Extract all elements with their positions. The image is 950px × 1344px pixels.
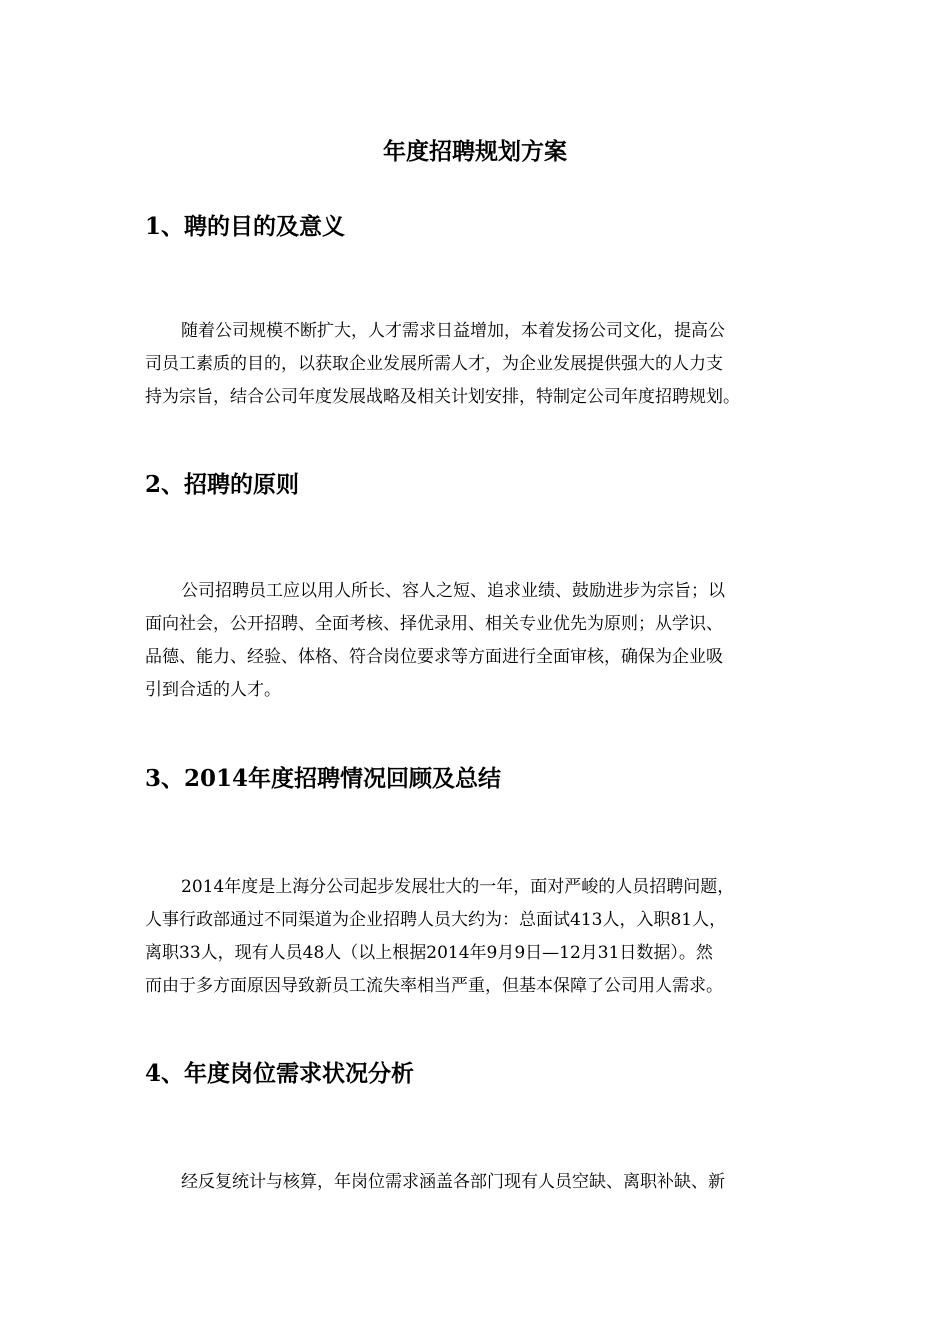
paragraph-line: 公司招聘员工应以用人所长、容人之短、追求业绩、鼓励进步为宗旨；以 [181,581,725,601]
paragraph-line: 面向社会，公开招聘、全面考核、择优录用、相关专业优先为原则；从学识、 [145,614,723,634]
section-heading-principles: 2、招聘的原则 [145,471,300,498]
section-heading-purpose: 1、聘的目的及意义 [145,213,346,240]
paragraph-line: 人事行政部通过不同渠道为企业招聘人员大约为：总面试413人，入职81人， [145,910,727,930]
section-heading-demand-analysis: 4、年度岗位需求状况分析 [145,1060,415,1087]
paragraph-line: 而由于多方面原因导致新员工流失率相当严重，但基本保障了公司用人需求。 [145,976,723,996]
paragraph-line: 引到合适的人才。 [145,680,281,700]
section-heading-review: 3、2014年度招聘情况回顾及总结 [145,765,502,792]
section-paragraph-principles [145,575,810,707]
section-paragraph-demand-analysis [145,1166,810,1199]
paragraph-line: 经反复统计与核算，年岗位需求涵盖各部门现有人员空缺、离职补缺、新 [181,1172,725,1192]
paragraph-line: 2014年度是上海分公司起步发展壮大的一年，面对严峻的人员招聘问题， [181,877,735,897]
section-paragraph-purpose [145,315,810,414]
paragraph-line: 离职33人，现有人员48人（以上根据2014年9月9日—12月31日数据）。然 [145,943,713,963]
section-paragraph-review [145,871,810,1003]
paragraph-line: 司员工素质的目的，以获取企业发展所需人才，为企业发展提供强大的人力支 [145,354,723,374]
paragraph-line: 持为宗旨，结合公司年度发展战略及相关计划安排，特制定公司年度招聘规划。 [145,387,740,407]
paragraph-line: 品德、能力、经验、体格、符合岗位要求等方面进行全面审核，确保为企业吸 [145,647,723,667]
document-title: 年度招聘规划方案 [383,138,567,165]
paragraph-line: 随着公司规模不断扩大，人才需求日益增加，本着发扬公司文化，提高公 [181,321,725,341]
